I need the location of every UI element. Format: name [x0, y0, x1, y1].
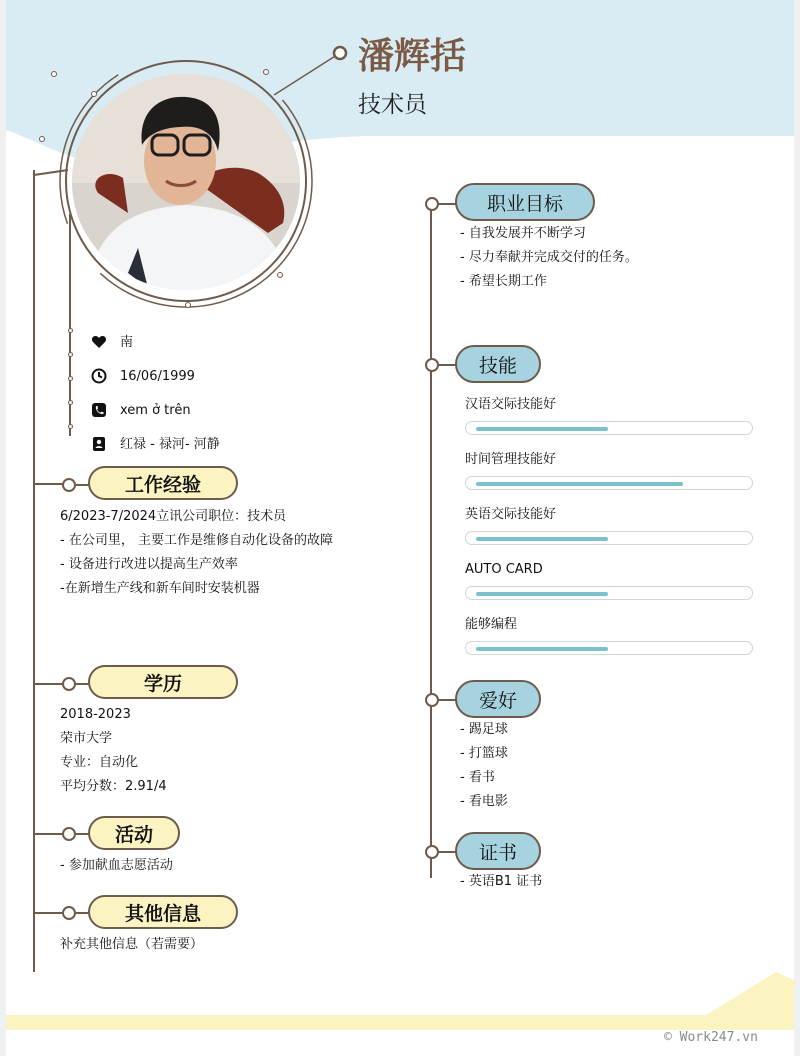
section-title-objective: 职业目标 [455, 183, 595, 221]
skill-bar [465, 586, 753, 600]
hobby-line: - 打篮球 [460, 746, 508, 761]
heart-icon [91, 334, 107, 350]
education-line: 2018-2023 [60, 707, 131, 722]
skill-label: AUTO CARD [465, 562, 543, 577]
address-value: 红禄 - 禄河- 河静 [120, 437, 220, 452]
skill-bar-fill [476, 427, 608, 431]
hobby-line: - 看电影 [460, 794, 508, 809]
other-line: 补充其他信息（若需要） [60, 937, 204, 952]
watermark: © Work247.vn [664, 1030, 758, 1045]
experience-line: 6/2023-7/2024立讯公司职位：技术员 [60, 509, 287, 524]
right-timeline [430, 200, 432, 878]
activities-line: - 参加献血志愿活动 [60, 858, 173, 873]
phone-value: xem ở trên [120, 403, 191, 418]
section-title-activities: 活动 [88, 816, 180, 850]
objective-line: - 尽力奉献并完成交付的任务。 [460, 250, 638, 265]
contact-card-icon [91, 436, 107, 452]
skill-bar-fill [476, 592, 608, 596]
candidate-name: 潘辉括 [358, 36, 467, 77]
clock-icon [91, 368, 107, 384]
left-timeline [33, 170, 35, 972]
education-line: 平均分数：2.91/4 [60, 779, 167, 794]
section-title-other: 其他信息 [88, 895, 238, 929]
skill-bar [465, 531, 753, 545]
certificate-line: - 英语B1 证书 [460, 874, 543, 889]
skill-label: 英语交际技能好 [465, 507, 557, 522]
education-line: 荣市大学 [60, 731, 113, 746]
objective-line: - 希望长期工作 [460, 274, 547, 289]
section-title-hobbies: 爱好 [455, 680, 541, 718]
education-line: 专业：自动化 [60, 755, 139, 770]
skill-label: 汉语交际技能好 [465, 397, 557, 412]
skill-bar-fill [476, 537, 608, 541]
experience-line: -在新增生产线和新车间时安装机器 [60, 581, 260, 596]
skill-bar [465, 476, 753, 490]
skill-bar [465, 421, 753, 435]
hobby-line: - 踢足球 [460, 722, 508, 737]
experience-line: - 设备进行改进以提高生产效率 [60, 557, 238, 572]
skill-bar-fill [476, 482, 683, 486]
objective-line: - 自我发展并不断学习 [460, 226, 586, 241]
skill-bar-fill [476, 647, 608, 651]
section-title-certificates: 证书 [455, 832, 541, 870]
profile-photo [68, 73, 304, 291]
section-title-experience: 工作经验 [88, 466, 238, 500]
hobby-line: - 看书 [460, 770, 495, 785]
gender-value: 南 [120, 335, 134, 350]
phone-icon [91, 402, 107, 418]
skill-label: 时间管理技能好 [465, 452, 557, 467]
section-title-education: 学历 [88, 665, 238, 699]
experience-line: - 在公司里， 主要工作是维修自动化设备的故障 [60, 533, 333, 548]
candidate-role: 技术员 [358, 92, 427, 118]
skill-bar [465, 641, 753, 655]
birthdate-value: 16/06/1999 [120, 369, 195, 384]
resume-page [6, 0, 794, 1056]
skill-label: 能够编程 [465, 617, 518, 632]
section-title-skills: 技能 [455, 345, 541, 383]
